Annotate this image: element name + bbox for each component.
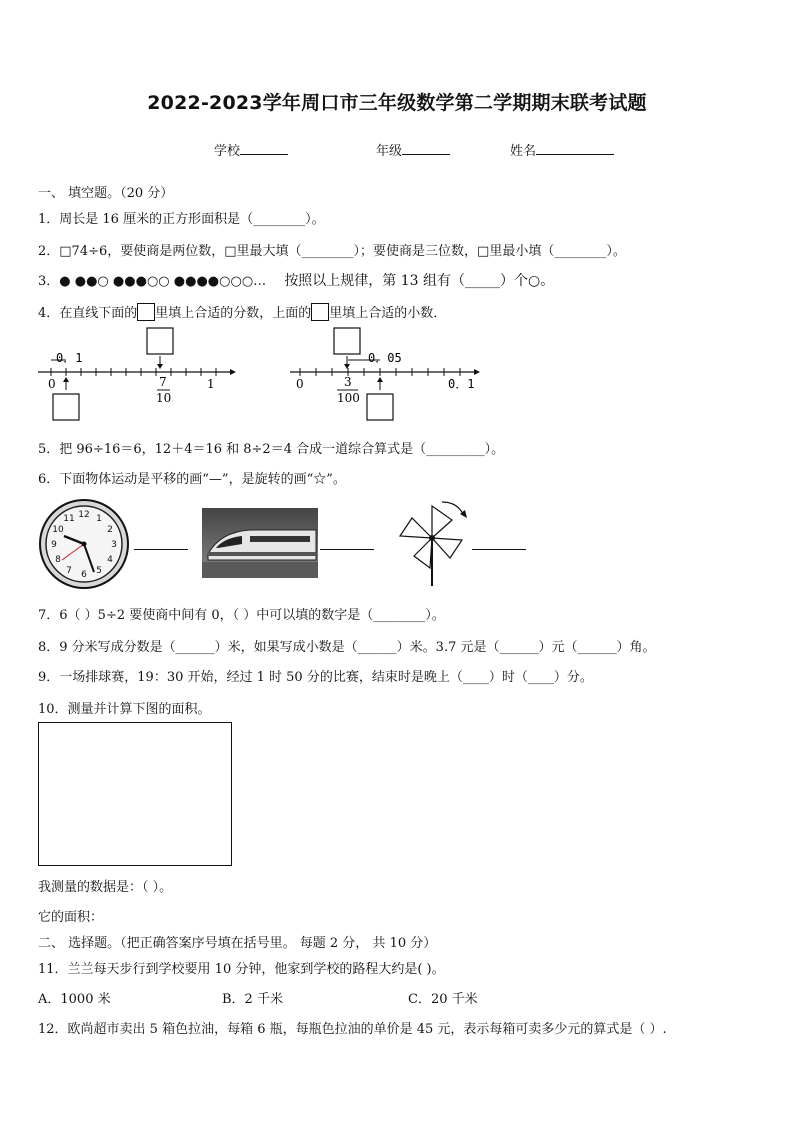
- question-3-text: 按照以上规律，第 13 组有（_____）个○。: [284, 273, 555, 289]
- school-blank: [240, 142, 288, 155]
- pinwheel-center: [429, 535, 435, 541]
- clock-center: [82, 542, 87, 547]
- clock-number: 8: [55, 555, 61, 565]
- clock-number: 7: [66, 566, 72, 576]
- measure-rectangle: [38, 722, 232, 866]
- question-10: 10．测量并计算下图的面积。: [38, 702, 211, 717]
- school-label: 学校: [214, 144, 241, 159]
- question-4-part1: 4．在直线下面的: [38, 306, 138, 321]
- question-6: 6．下面物体运动是平移的画“—”，是旋转的画“☆”。: [38, 472, 346, 487]
- pinwheel-image: [392, 496, 472, 588]
- dot-sequence: 3．● ●●○ ●●●○○ ●●●●○○○…: [38, 274, 267, 289]
- fraction-denominator: 100: [337, 391, 360, 405]
- pinwheel-blade: [414, 538, 432, 568]
- name-blank: [536, 142, 614, 155]
- answer-box-top: [334, 328, 360, 354]
- number-line-1: [30, 322, 240, 424]
- answer-line-pinwheel: [472, 549, 526, 550]
- question-1: 1．周长是 16 厘米的正方形面积是（________）。: [38, 212, 325, 227]
- zero-label: 0: [296, 377, 304, 391]
- question-7: 7．6（ ）5÷2 要使商中间有 0，（ ）中可以填的数字是（________）。: [38, 608, 445, 623]
- axis-arrow-icon: [474, 369, 480, 375]
- question-8: 8．9 分米写成分数是（______）米，如果写成小数是（______）米。3.7 元是（______）元（______）角。: [38, 640, 656, 655]
- measure-line: 我测量的数据是：（ ）。: [38, 880, 173, 895]
- grade-blank: [402, 142, 450, 155]
- clock-number: 1: [96, 514, 102, 524]
- answer-line-train: [320, 549, 374, 550]
- top-label: 0．05: [368, 351, 402, 365]
- question-3: [38, 270, 554, 290]
- arrow-head-icon: [344, 364, 350, 369]
- answer-box-bottom: [53, 394, 79, 420]
- option-c: C．20 千米: [408, 992, 478, 1007]
- page-title: 2022-2023学年周口市三年级数学第二学期期末联考试题: [147, 92, 647, 114]
- option-a: A．1000 米: [38, 992, 111, 1007]
- pinwheel-blade: [400, 518, 432, 538]
- area-line: 它的面积：: [38, 910, 104, 925]
- section-choice-heading: 二、 选择题。（把正确答案序号填在括号里。 每题 2 分， 共 10 分）: [38, 936, 437, 951]
- clock-number: 11: [63, 514, 75, 524]
- question-4-part2: 里填上合适的分数，上面的: [155, 306, 312, 321]
- option-b: B．2 千米: [222, 992, 283, 1007]
- name-field: [510, 140, 614, 159]
- arrow-head-icon: [157, 364, 163, 369]
- pinwheel-blade: [432, 538, 462, 558]
- clock-number: 10: [52, 525, 64, 535]
- fraction-numerator: 7: [159, 375, 167, 389]
- inline-box: [311, 303, 329, 321]
- number-line-2: [282, 322, 492, 424]
- pinwheel-blade: [432, 506, 452, 538]
- answer-line-clock: [134, 549, 188, 550]
- school-field: [214, 140, 288, 159]
- question-2: 2．□74÷6，要使商是两位数，□里最大填（________）；要使商是三位数，□里最小填（________）。: [38, 244, 626, 259]
- question-5: 5．把 96÷16＝6，12＋4＝16 和 8÷2＝4 合成一道综合算式是（_________）。: [38, 442, 505, 457]
- inline-box: [137, 303, 155, 321]
- clock-number: 12: [78, 510, 90, 520]
- answer-box-top: [147, 328, 173, 354]
- question-9: 9．一场排球赛，19：30 开始，经过 1 时 50 分的比赛，结束时是晚上（____）时（____）分。: [38, 670, 593, 685]
- answer-box-bottom: [367, 394, 393, 420]
- name-label: 姓名: [510, 144, 537, 159]
- clock-number: 4: [107, 555, 113, 565]
- zero-label: 0: [48, 377, 56, 391]
- fraction-denominator: 10: [156, 391, 172, 405]
- one-label: 1: [207, 377, 215, 391]
- top-label: 0．1: [56, 351, 83, 365]
- question-11: 11．兰兰每天步行到学校要用 10 分钟，他家到学校的路程大约是( )。: [38, 962, 445, 977]
- arrow-head-icon: [377, 377, 383, 382]
- train-stripe: [208, 552, 316, 556]
- clock-number: 6: [81, 570, 87, 580]
- grade-field: [376, 140, 450, 159]
- section-fill-heading: 一、 填空题。（20 分）: [38, 186, 174, 201]
- arrow-head-icon: [63, 377, 69, 382]
- end-label: 0．1: [448, 377, 475, 391]
- clock-number: 3: [111, 540, 117, 550]
- axis-arrow-icon: [230, 369, 236, 375]
- ground: [202, 562, 318, 578]
- question-4-part3: 里填上合适的小数．: [329, 306, 447, 321]
- clock-number: 2: [107, 525, 113, 535]
- clock-image: [38, 498, 130, 590]
- question-4: [38, 302, 446, 321]
- train-image: [202, 508, 318, 578]
- question-12: 12．欧尚超市卖出 5 箱色拉油，每箱 6 瓶，每瓶色拉油的单价是 45 元，表示每箱可卖多少元的算式是（ ）.: [38, 1022, 667, 1037]
- train-windows: [250, 536, 310, 542]
- fraction-numerator: 3: [344, 375, 352, 389]
- grade-label: 年级: [376, 144, 403, 159]
- clock-number: 5: [96, 566, 102, 576]
- clock-number: 9: [51, 540, 57, 550]
